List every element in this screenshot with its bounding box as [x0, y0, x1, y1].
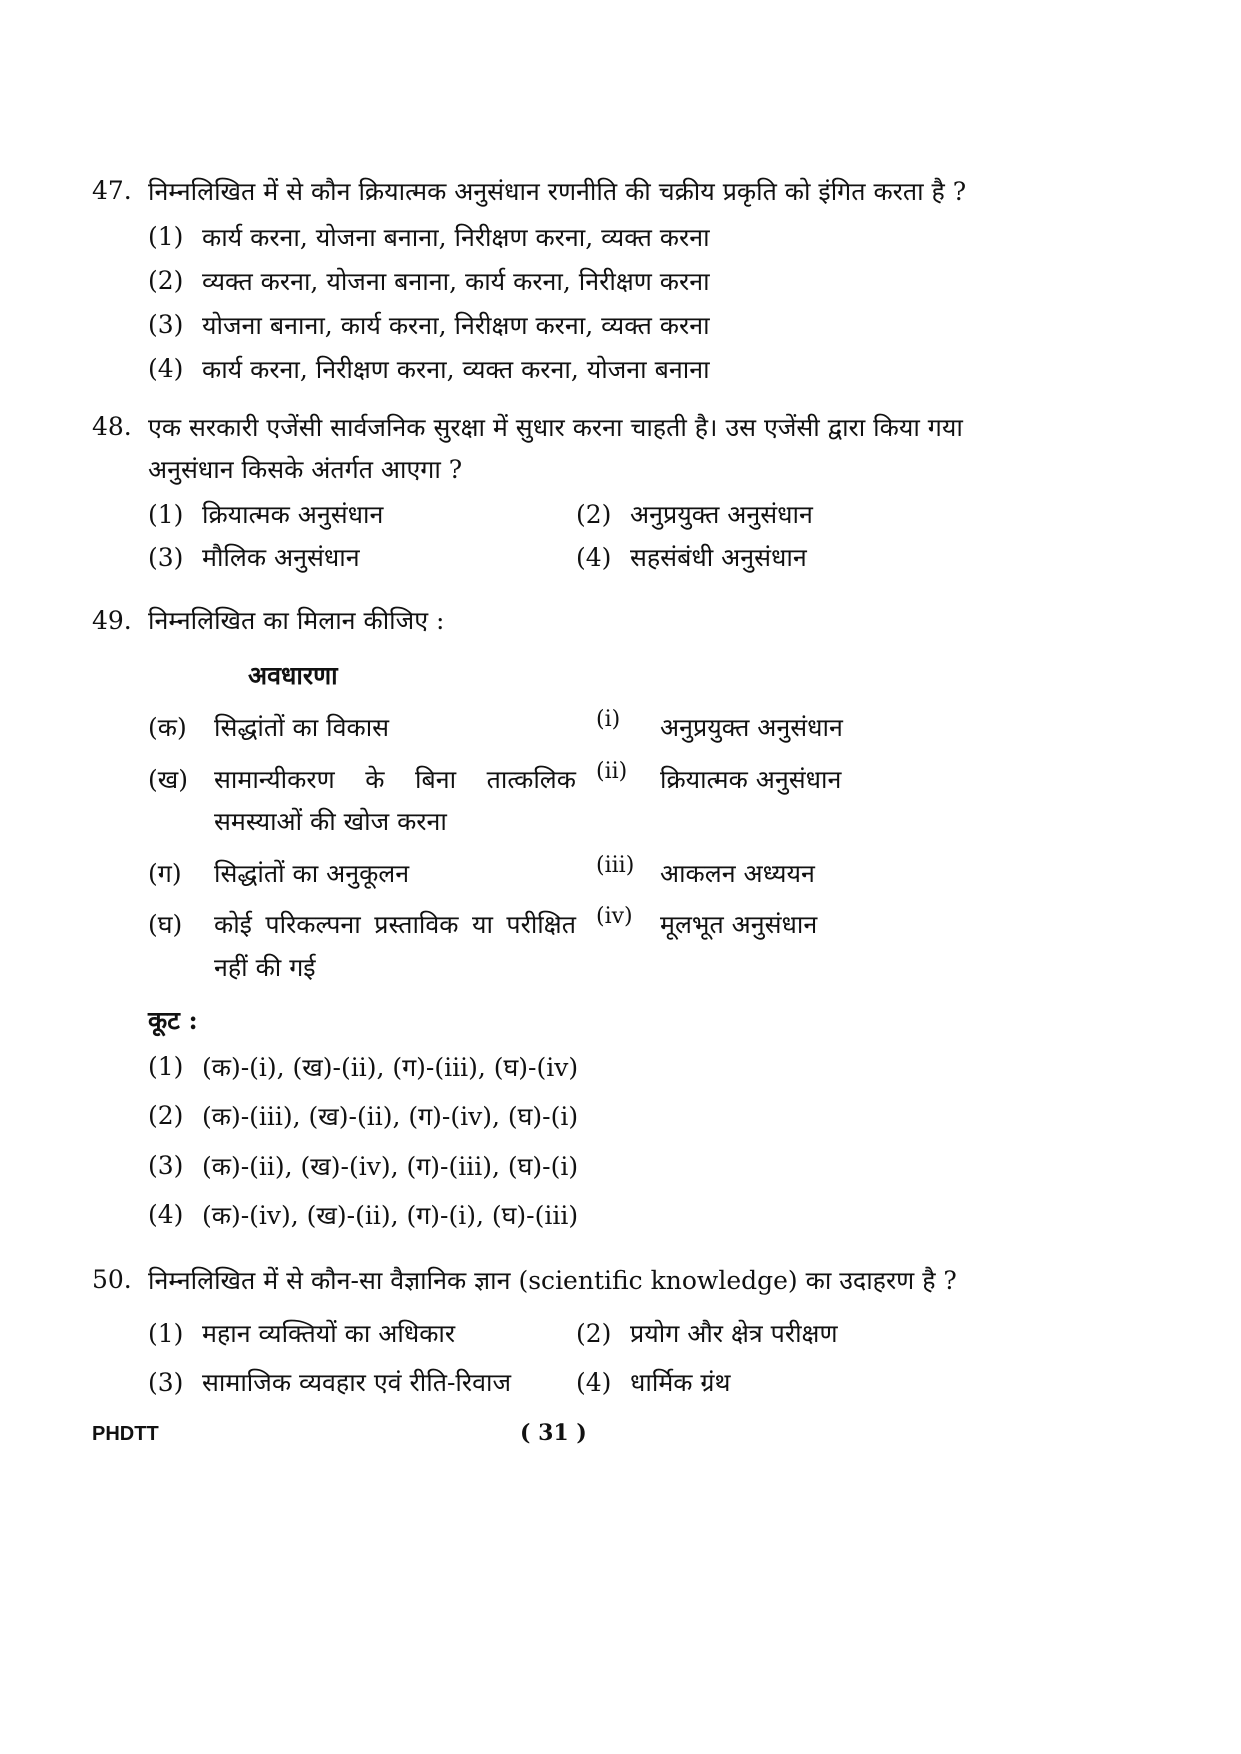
roman-label: (i): [596, 707, 621, 732]
column-heading: अवधारणा: [248, 661, 338, 690]
row-label: (ग): [148, 859, 182, 888]
option-number: (3): [148, 543, 184, 572]
option-number: (4): [148, 1200, 184, 1229]
option-number: (1): [148, 500, 184, 529]
match-text: क्रियात्मक अनुसंधान: [660, 765, 842, 794]
option-text: महान व्यक्तियों का अधिकार: [202, 1319, 456, 1348]
roman-label: (ii): [596, 759, 628, 784]
roman-label: (iv): [596, 904, 633, 929]
question-number: 50.: [92, 1265, 132, 1294]
code-label: कूट :: [148, 1006, 198, 1035]
concept-word: बिना: [414, 765, 457, 794]
option-text: प्रयोग और क्षेत्र परीक्षण: [630, 1319, 838, 1348]
match-text: मूलभूत अनुसंधान: [660, 910, 818, 939]
option-text: क्रियात्मक अनुसंधान: [202, 500, 384, 529]
option-number: (1): [148, 1052, 184, 1081]
concept-word: के: [365, 765, 385, 794]
question-text: निम्नलिखित में से कौन-सा वैज्ञानिक ज्ञान (scientific knowledge) का उदाहरण है ?: [148, 1266, 957, 1295]
row-label: (ख): [148, 765, 188, 794]
option-number: (2): [148, 266, 184, 295]
concept-text: सिद्धांतों का अनुकूलन: [214, 859, 410, 888]
option-text: कार्य करना, निरीक्षण करना, व्यक्त करना, योजना बनाना: [202, 355, 710, 384]
concept-word: परिकल्पना: [265, 910, 361, 939]
option-text: व्यक्त करना, योजना बनाना, कार्य करना, निरीक्षण करना: [202, 267, 710, 296]
question-number: 47.: [92, 176, 132, 205]
option-text: कार्य करना, योजना बनाना, निरीक्षण करना, व्यक्त करना: [202, 223, 710, 252]
concept-word: तात्कलिक: [486, 765, 576, 794]
question-text-line2: अनुसंधान किसके अंतर्गत आएगा ?: [148, 455, 463, 484]
option-text: (क)-(i), (ख)-(ii), (ग)-(iii), (घ)-(iv): [202, 1053, 579, 1082]
option-text: (क)-(iv), (ख)-(ii), (ग)-(i), (घ)-(iii): [202, 1201, 579, 1230]
option-number: (2): [576, 1319, 612, 1348]
option-number: (4): [576, 543, 612, 572]
question-text: निम्नलिखित में से कौन क्रियात्मक अनुसंधान रणनीति की चक्रीय प्रकृति को इंगित करता है ?: [148, 177, 967, 206]
option-text: सहसंबंधी अनुसंधान: [630, 543, 807, 572]
option-number: (2): [576, 500, 612, 529]
row-label: (क): [148, 713, 187, 742]
concept-text: [214, 762, 576, 796]
paper-code: PHDTT: [92, 1423, 159, 1445]
option-text: (क)-(iii), (ख)-(ii), (ग)-(iv), (घ)-(i): [202, 1102, 579, 1131]
question-number: 48.: [92, 412, 132, 441]
option-text: धार्मिक ग्रंथ: [630, 1368, 731, 1397]
row-label: (घ): [148, 910, 183, 939]
option-number: (3): [148, 1368, 184, 1397]
option-number: (2): [148, 1101, 184, 1130]
concept-text-line2: समस्याओं की खोज करना: [214, 807, 447, 836]
question-text-line1: एक सरकारी एजेंसी सार्वजनिक सुरक्षा में सुधार करना चाहती है। उस एजेंसी द्वारा किया गया: [148, 413, 963, 442]
concept-word: प्रस्ताविक: [374, 910, 459, 939]
concept-word: कोई: [214, 910, 252, 939]
option-number: (4): [576, 1368, 612, 1397]
option-text: अनुप्रयुक्त अनुसंधान: [630, 500, 813, 529]
match-text: आकलन अध्ययन: [660, 859, 815, 888]
roman-label: (iii): [596, 853, 635, 878]
option-number: (1): [148, 1319, 184, 1348]
option-number: (3): [148, 310, 184, 339]
option-text: सामाजिक व्यवहार एवं रीति-रिवाज: [202, 1368, 512, 1397]
concept-text-line2: नहीं की गई: [214, 953, 316, 982]
concept-text: सिद्धांतों का विकास: [214, 713, 390, 742]
concept-word: सामान्यीकरण: [214, 765, 335, 794]
option-text: योजना बनाना, कार्य करना, निरीक्षण करना, व्यक्त करना: [202, 311, 710, 340]
match-text: अनुप्रयुक्त अनुसंधान: [660, 713, 843, 742]
question-number: 49.: [92, 606, 132, 635]
option-number: (3): [148, 1151, 184, 1180]
option-number: (1): [148, 222, 184, 251]
option-text: (क)-(ii), (ख)-(iv), (ग)-(iii), (घ)-(i): [202, 1152, 579, 1181]
concept-text: [214, 907, 576, 941]
question-text: निम्नलिखित का मिलान कीजिए :: [148, 606, 445, 635]
concept-word: परीक्षित: [506, 910, 576, 939]
option-text: मौलिक अनुसंधान: [202, 543, 360, 572]
option-number: (4): [148, 354, 184, 383]
page-number: ( 31 ): [520, 1420, 587, 1446]
concept-word: या: [471, 910, 493, 939]
